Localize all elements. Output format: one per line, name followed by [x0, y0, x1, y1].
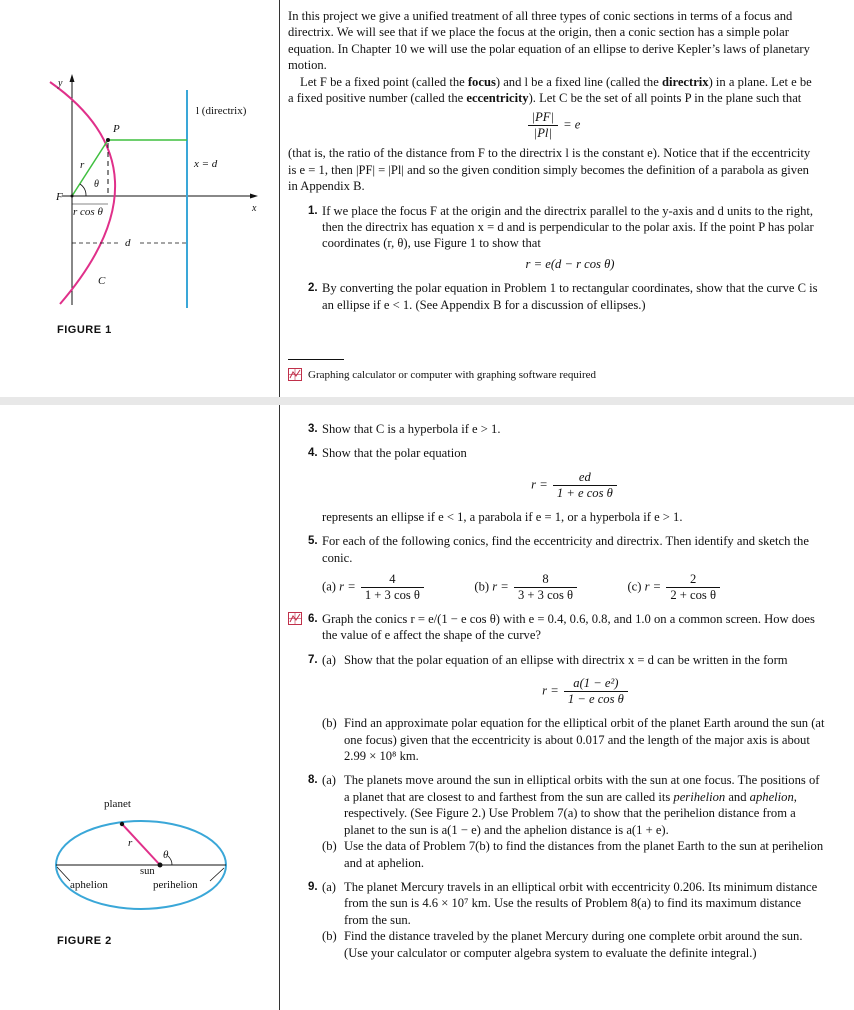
problem-2 [288, 280, 818, 313]
y-axis-label: y [58, 78, 63, 89]
p7-fraction [564, 676, 628, 707]
orbit-radius-label: r [128, 837, 133, 849]
problem-4-number: 4. [308, 447, 318, 460]
ratio-denominator: |Pl| [533, 126, 552, 141]
x-axis-arrow [250, 194, 258, 199]
option-b-denominator: 3 + 3 cos θ [517, 588, 574, 603]
perihelion-term: perihelion [673, 789, 726, 804]
option-b [474, 572, 579, 603]
problem-6-number: 6. [308, 613, 318, 626]
option-a-fraction [361, 572, 424, 603]
y-axis-arrow [70, 74, 75, 82]
intro2-part-d: ). Let C be the set of all points P in the plane such that [528, 91, 802, 106]
problem-9-number: 9. [308, 880, 318, 893]
ratio-fraction [528, 110, 558, 141]
problem-8b-label: (b) [322, 839, 337, 854]
problem-7a-text: Show that the polar equation of an ellipse with directrix x = d can be written in the form [344, 652, 788, 667]
problem-3-number: 3. [308, 423, 318, 435]
footnote [288, 368, 596, 381]
footnote-rule [288, 359, 344, 360]
problem-8a [322, 772, 828, 838]
angle-arc-2 [168, 856, 172, 865]
problem-8 [288, 772, 828, 870]
problem-7-number: 7. [308, 653, 318, 666]
angle-arc [80, 184, 86, 196]
page-2-body [288, 415, 828, 961]
problem-5 [288, 533, 828, 603]
problem-8a-label: (a) [322, 773, 336, 788]
problem-4-equation [322, 470, 828, 501]
intro2-part-c: ) in a plane. Let e be a fixed positive number (called the [288, 74, 812, 106]
ratio-rhs: = e [563, 117, 581, 132]
figure-1-diagram [0, 0, 280, 320]
option-a-lhs: r = [339, 579, 356, 594]
theta-label: θ [94, 179, 99, 190]
problem-9a-text: The planet Mercury travels in an elliptical orbit with eccentricity 0.206. Its minimum distance from the sun is 4.6 × 10⁷ km. Use the results of Problem 8(a) to find its maximum distance from the sun. [344, 879, 818, 927]
focus-term: focus [467, 74, 496, 89]
aphelion-term: aphelion [749, 789, 794, 804]
sun-label: sun [140, 866, 155, 877]
problem-8b-text: Use the data of Problem 7(b) to find the distances from the planet Earth to the sun at perihelion and at aphelion. [344, 839, 824, 870]
p7-numerator: a(1 − e²) [564, 676, 628, 692]
problem-1-equation: r = e(d − r cos θ) [525, 256, 615, 271]
problem-1 [288, 203, 818, 273]
page-separator [0, 397, 854, 405]
problem-9 [288, 879, 828, 961]
option-a [322, 572, 426, 603]
option-c-lhs: r = [644, 579, 662, 594]
page-1-body [288, 8, 818, 313]
problem-4 [288, 445, 828, 525]
problem-7a-label: (a) [322, 652, 336, 667]
p4-numerator: ed [553, 470, 617, 486]
directrix-label: l (directrix) [196, 105, 247, 117]
problem-2-text: By converting the polar equation in Problem 1 to rectangular coordinates, show that the curve C is an ellipse if e < 1. (See Appendix B for a discussion of ellipses.) [322, 281, 818, 312]
intro-paragraph-1: In this project we give a unified treatment of all three types of conic sections in terms of a focus and directrix. We will see that if we place the focus at the origin, then a conic section has a simple polar equation. In Chapter 10 we will use the polar equation of an ellipse to derive Kepler’s laws of planetary motion. [288, 9, 810, 73]
problem-9a-label: (a) [322, 879, 336, 894]
problem-3-text: Show that C is a hyperbola if e > 1. [322, 422, 501, 436]
intro-paragraph-2 [288, 74, 818, 107]
p4-denominator: 1 + e cos θ [556, 485, 613, 500]
planet-label: planet [104, 798, 131, 810]
point-p-label: P [113, 123, 120, 135]
footnote-text: Graphing calculator or computer with graphing software required [308, 368, 597, 381]
intro2-part-a: Let F be a fixed point (called the [300, 74, 468, 89]
option-b-numerator: 8 [514, 572, 577, 588]
graphing-calculator-icon-2 [288, 612, 302, 625]
radius-line [72, 140, 108, 196]
sun-dot [158, 863, 163, 868]
graphing-calculator-icon [288, 368, 302, 381]
option-c-numerator: 2 [666, 572, 720, 588]
p4-lhs: r = [531, 477, 548, 492]
problem-8b [322, 838, 828, 871]
page-2 [0, 405, 854, 1010]
problem-7 [288, 652, 828, 765]
p8a-and: and [725, 789, 750, 804]
p7-denominator: 1 − e cos θ [567, 692, 624, 707]
problem-8a-text [344, 772, 828, 838]
after-equation-paragraph: (that is, the ratio of the distance from F to the directrix l is the constant e). Notice that if the eccentricity is e = 1, then |PF| = |Pl| and so the given condition simply becomes the definition of a parabola as given in Appendix B. [288, 146, 811, 194]
problem-7a [322, 652, 828, 707]
option-c [627, 572, 722, 603]
problem-9b-text: Find the distance traveled by the planet Mercury during one complete orbit around the sun. (Use your calculator or computer algebra system to evaluate the definite integral.) [344, 929, 803, 960]
problem-7b-text: Find an approximate polar equation for the elliptical orbit of the planet Earth around the sun (at one focus) given that the eccentricity is about 0.017 and the length of the major axis is about 2.99 × 10⁸ km. [344, 716, 825, 764]
intro2-part-b: ) and l be a fixed line (called the [495, 74, 662, 89]
p4-fraction [553, 470, 617, 501]
orbit-theta-label: θ [163, 849, 169, 861]
problem-1-number: 1. [308, 204, 318, 217]
problem-5-options [322, 572, 722, 603]
option-b-label: (b) [474, 579, 490, 594]
problem-5-number: 5. [308, 535, 318, 548]
curve-label: C [98, 275, 106, 287]
focus-label: F [56, 191, 63, 203]
p8a-part-1: The planets move around the sun in elliptical orbits with the sun at one focus. The positions of a planet that are closest to and farthest from the sun are called its [344, 773, 820, 804]
problem-7b-label: (b) [322, 716, 337, 731]
focus-dot [71, 195, 74, 198]
problem-9a [322, 879, 828, 928]
eccentricity-term: eccentricity [466, 91, 529, 106]
problem-7-equation [344, 676, 828, 707]
p7-lhs: r = [542, 683, 559, 698]
directrix-term: directrix [661, 74, 709, 89]
figure-1-caption: FIGURE 1 [57, 324, 112, 336]
problem-3 [288, 421, 828, 437]
aphelion-label: aphelion [70, 879, 108, 891]
point-p-dot [106, 138, 110, 142]
x-axis-label: x [252, 203, 257, 214]
problem-8-number: 8. [308, 774, 318, 787]
option-a-label: (a) [322, 579, 336, 594]
radius-label: r [80, 159, 85, 171]
option-a-denominator: 1 + 3 cos θ [364, 588, 420, 603]
problem-1-text: If we place the focus F at the origin and the directrix parallel to the y-axis and d units to the right, then the directrix has equation x = d and is perpendicular to the polar axis. If the point P has polar coordinates (r, θ), use Figure 1 to show that [322, 203, 814, 251]
planet-dot [120, 822, 124, 826]
ratio-numerator: |PF| [528, 110, 558, 126]
problem-7b [322, 715, 828, 764]
problem-4-text: Show that the polar equation [322, 446, 467, 461]
problem-5-text: For each of the following conics, find the eccentricity and directrix. Then identify and sketch the conic. [322, 534, 809, 565]
option-b-lhs: r = [492, 579, 509, 594]
figure-2-caption: FIGURE 2 [57, 935, 112, 947]
equation-ratio [288, 110, 818, 141]
x-equals-d-label: x = d [194, 158, 218, 170]
d-label: d [125, 237, 131, 249]
problem-6-text: Graph the conics r = e/(1 − e cos θ) with e = 0.4, 0.6, 0.8, and 1.0 on a common screen. How does the value of e affect the shape of the curve? [322, 612, 815, 643]
problem-9b-label: (b) [322, 929, 337, 944]
problem-4-after-text: represents an ellipse if e < 1, a parabola if e = 1, or a hyperbola if e > 1. [322, 509, 683, 524]
p8a-part-2: , respectively. (See Figure 2.) Use Problem 7(a) to show that the perihelion distance from a planet to the sun is a(1 − e) and the aphelion distance is a(1 + e). [344, 789, 797, 837]
problem-6 [288, 611, 828, 644]
option-b-fraction [514, 572, 577, 603]
perihelion-label: perihelion [153, 879, 198, 891]
problem-9b [322, 928, 828, 961]
option-a-numerator: 4 [361, 572, 424, 588]
option-c-denominator: 2 + cos θ [670, 588, 716, 603]
option-c-label: (c) [627, 579, 642, 594]
problem-2-number: 2. [308, 282, 318, 295]
page-1 [0, 0, 854, 397]
option-c-fraction [666, 572, 720, 603]
rcos-label: r cos θ [73, 206, 103, 218]
